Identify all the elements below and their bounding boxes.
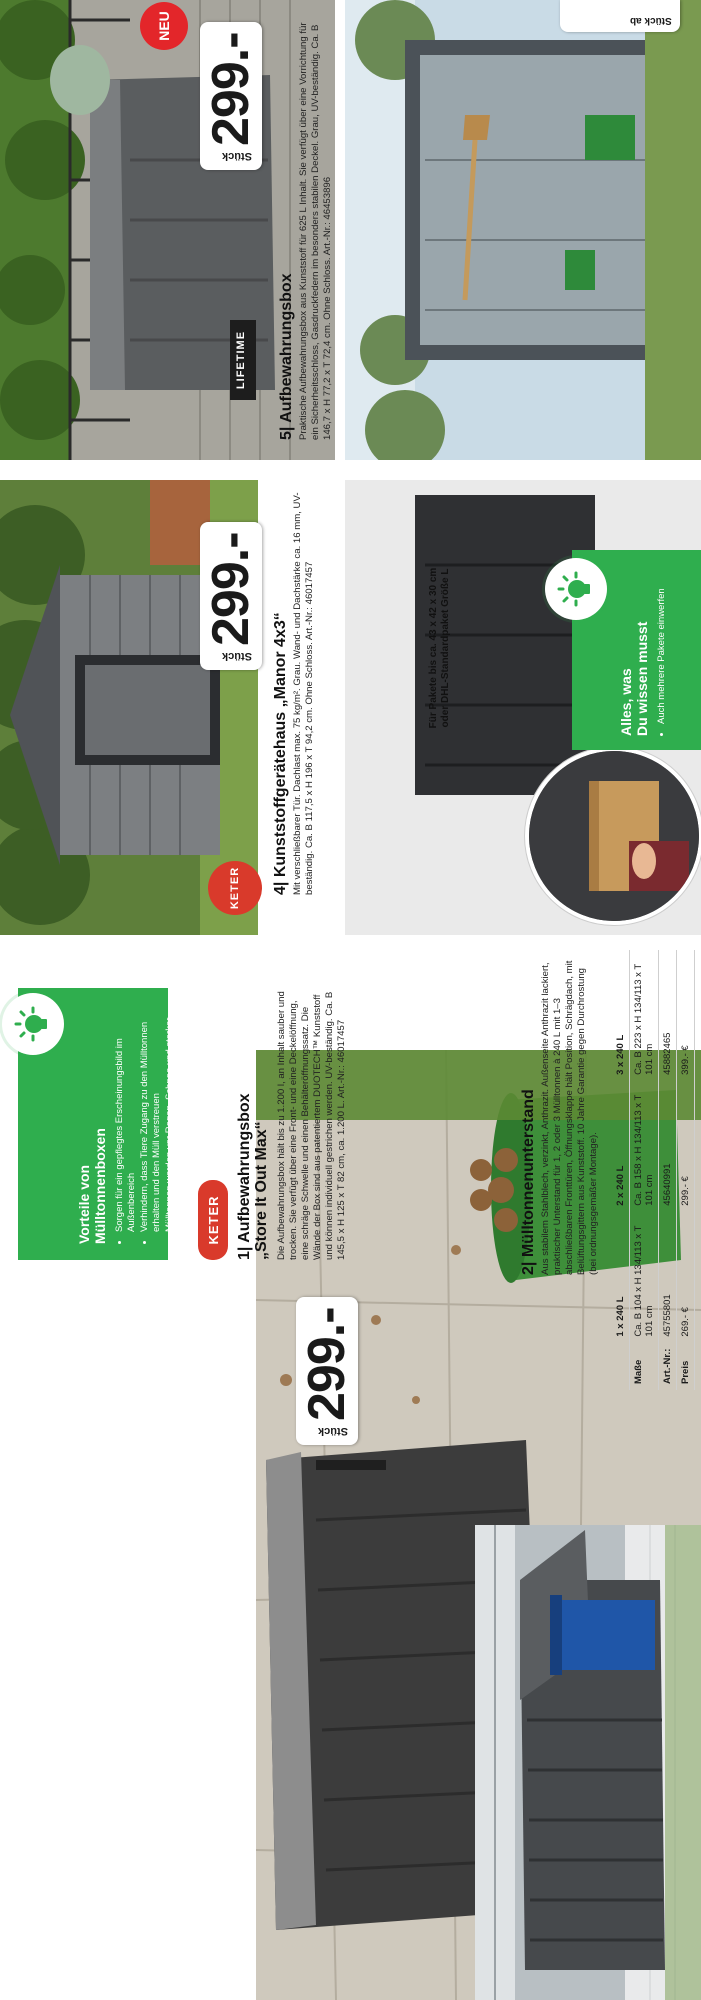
price-unit: Stück ab [630, 15, 672, 26]
table-cell: 1 x 240 L [612, 1212, 630, 1343]
table-cell [612, 1343, 630, 1390]
new-badge [140, 2, 188, 50]
keter-logo [198, 1180, 228, 1260]
product-6-photo [345, 0, 701, 460]
product-1-description: Die Aufbewahrungsbox hält bis zu 1.200 l, an Inhalt sauber und trocken. Sie verfügt über eine Front- und eine Deckelöffnung, eine schräge Schwelle und einen Behälteröffnungssatz. Die Wände der Box sind aus patentiertem DUOTECH™ Kunststoff und können individuell gestrichen werden. UV-beständig. Ca. B 145,5 x H 125 x T 82 cm, ca. 1.200 L. Art.-Nr.: 46017457 [276, 991, 347, 1260]
list-item: • Sorgen für ein gepflegtes Erscheinungsbild im Außenbereich [114, 1002, 138, 1232]
table-cell: 2 x 240 L [612, 1081, 630, 1212]
table-cell: 299.- € [677, 1081, 695, 1212]
price-value: 299.- [202, 32, 260, 146]
lightbulb-icon [545, 558, 607, 620]
table-cell: Ca. B 223 x H 134/113 x T 101 cm [630, 950, 659, 1081]
table-cell: Preis [677, 1343, 695, 1390]
price-unit: Stück [318, 1425, 348, 1437]
brand-name: KETER [205, 1195, 221, 1245]
table-row [659, 950, 677, 1390]
table-row [677, 950, 695, 1390]
detail-circle-photo [525, 747, 701, 925]
price-unit: Stück [222, 650, 252, 662]
product-4-price-tag [200, 522, 262, 670]
list-item: • Verhindern, dass Tiere Zugang zu den Mülltonnen erhalten und den Müll verstreuen [139, 1002, 163, 1232]
benefits-list [114, 1002, 200, 1244]
table-cell: 45755801 [659, 1212, 677, 1343]
product-1-title [236, 1010, 270, 1260]
product-2-photo [475, 1525, 701, 2000]
info-list [656, 562, 668, 736]
price-value: 299.- [298, 1307, 356, 1421]
lifetime-logo [228, 320, 254, 400]
table-cell: Art.-Nr.: [659, 1343, 677, 1390]
keter-logo [208, 861, 262, 915]
parcel-note-line-1: Für Pakete bis ca. 43 x 42 x 30 cm [428, 567, 439, 729]
price-tag-stueck-ab [560, 0, 680, 32]
brand-name: LIFETIME [235, 330, 247, 390]
product-4-title: 4| Kunststoffgerätehaus „Manor 4x3“ [272, 612, 289, 895]
product-2-spec-table [612, 950, 695, 1390]
product-5-title: 5| Aufbewahrungsbox [278, 273, 295, 440]
info-box-title-2: Mülltonnenboxen [92, 1128, 108, 1244]
table-cell: 45882465 [659, 950, 677, 1081]
info-box-title-2: Du wissen musst [634, 621, 650, 736]
info-box-title-1: Alles, was [618, 668, 634, 736]
lightbulb-icon [2, 993, 64, 1055]
badge-label: NEU [156, 11, 172, 41]
table-cell: 269.- € [677, 1212, 695, 1343]
table-cell: 399.- € [677, 950, 695, 1081]
table-header-row [612, 950, 630, 1390]
product-2-description: Aus stabilem Stahlblech, verzinkt, Anthrazit. Außenseite Anthrazit lackiert, praktischer Unterstand für 1, 2 oder 3 Mülltonnen à 240 L mit 1–3 abschließbaren Fronttüren, Öffnungsklappe hält Position, Schrägdach, mit Belüftungsgittern aus Kunststoff. 10 Jahre Garantie gegen Durchrostung (bei ordnungsgemäßer Montage). [540, 960, 599, 1275]
metal-shed-photo [345, 0, 701, 460]
brand-name: KETER [229, 866, 241, 910]
list-item: • Auch mehrere Pakete einwerfen [656, 562, 668, 724]
title-line-1: 1| Aufbewahrungsbox [236, 1093, 253, 1260]
product-5-price-tag [200, 22, 262, 170]
title-line-2: „Store It Out Max“ [253, 1121, 270, 1260]
info-box-title-1: Vorteile von [76, 1164, 92, 1244]
table-cell: Ca. B 104 x H 134/113 x T 101 cm [630, 1212, 659, 1343]
table-row [630, 950, 659, 1390]
parcel-note-line-2: oder DHL-Standardpaket Größe L [440, 568, 451, 728]
price-unit: Stück [222, 150, 252, 162]
bin-shelter-photo [475, 1525, 701, 2000]
table-cell: Ca. B 158 x H 134/113 x T 101 cm [630, 1081, 659, 1212]
product-4-description: Mit verschließbarer Tür. Dachlast max. 75 kg/m². Grau. Wand- und Dachstärke ca. 16 mm, UV-beständig. Ca. B 117,5 x H 196 x T 94,2 cm. Ohne Schloss. Art.-Nr.: 46017457 [292, 492, 315, 895]
table-cell: 45640991 [659, 1081, 677, 1212]
parcel-note [428, 528, 452, 768]
list-item: • Mülltonnen werden vor Regen, Schnee und starker Sonneneinstrahlung geschützt, was ihre Lebensdauer verlängern kann [164, 1002, 200, 1232]
product-5-description: Praktische Aufbewahrungsbox aus Kunststoff für 625 L Inhalt. Sie verfügt über eine Vorrichtung für ein Sicherheitsschloss, Gasdruckfedern im besonders stabilen Deckel. Grau, UV-beständig. Ca. B 146,7 x H 77,2 x T 72,4 cm. Ohne Schloss. Art.-Nr.: 46453896 [298, 22, 333, 440]
product-1-price-tag [296, 1297, 358, 1445]
table-cell: 3 x 240 L [612, 950, 630, 1081]
table-cell: Maße [630, 1343, 659, 1390]
price-value: 299.- [202, 532, 260, 646]
parcel-inside-image [529, 751, 699, 921]
product-2-title: 2| Mülltonnenunterstand [520, 1089, 537, 1275]
